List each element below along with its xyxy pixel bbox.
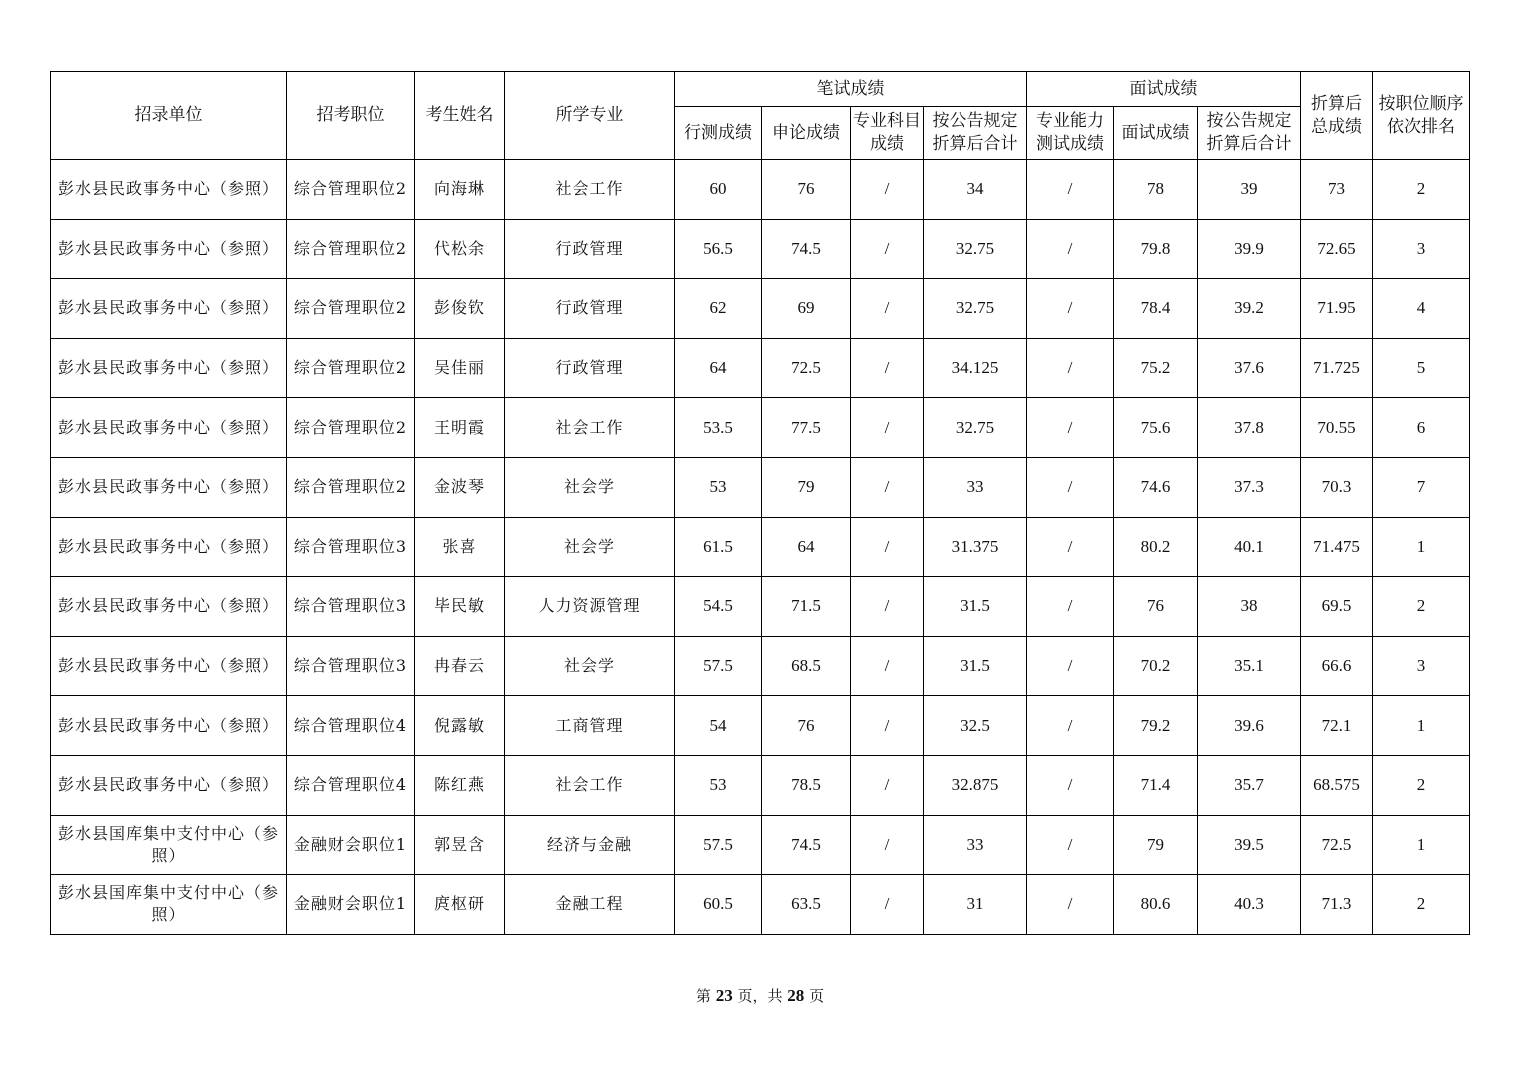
cell-total: 71.95 xyxy=(1301,279,1373,339)
cell-name: 金波琴 xyxy=(415,457,505,517)
group-header-interview: 面试成绩 xyxy=(1027,72,1301,107)
cell-total: 72.5 xyxy=(1301,815,1373,875)
cell-ability: / xyxy=(1027,755,1114,815)
cell-rank: 2 xyxy=(1373,160,1470,220)
cell-interview: 79 xyxy=(1114,815,1198,875)
cell-written-total: 34 xyxy=(924,160,1027,220)
cell-unit: 彭水县民政事务中心（参照） xyxy=(51,219,287,279)
current-page-number: 23 xyxy=(715,986,733,1005)
cell-position: 综合管理职位2 xyxy=(287,457,415,517)
cell-xingce: 53 xyxy=(675,457,762,517)
cell-name: 郭昱含 xyxy=(415,815,505,875)
col-header-total: 折算后总成绩 xyxy=(1301,72,1373,160)
table-row xyxy=(51,755,1470,815)
cell-ability: / xyxy=(1027,219,1114,279)
header-row-top xyxy=(51,72,1470,107)
col-header-written-total: 按公告规定折算后合计 xyxy=(924,107,1027,160)
cell-unit: 彭水县民政事务中心（参照） xyxy=(51,279,287,339)
cell-position: 综合管理职位3 xyxy=(287,517,415,577)
cell-zhuanye: / xyxy=(851,517,924,577)
cell-zhuanye: / xyxy=(851,755,924,815)
cell-position: 金融财会职位1 xyxy=(287,815,415,875)
cell-xingce: 54.5 xyxy=(675,577,762,637)
table-row xyxy=(51,577,1470,637)
cell-interview: 76 xyxy=(1114,577,1198,637)
cell-major: 经济与金融 xyxy=(505,815,675,875)
cell-total: 72.1 xyxy=(1301,696,1373,756)
cell-written-total: 32.75 xyxy=(924,398,1027,458)
cell-zhuanye: / xyxy=(851,457,924,517)
cell-name: 张喜 xyxy=(415,517,505,577)
cell-total: 73 xyxy=(1301,160,1373,220)
cell-xingce: 64 xyxy=(675,338,762,398)
cell-unit: 彭水县民政事务中心（参照） xyxy=(51,457,287,517)
cell-position: 综合管理职位2 xyxy=(287,219,415,279)
cell-xingce: 57.5 xyxy=(675,636,762,696)
cell-ability: / xyxy=(1027,815,1114,875)
cell-ability: / xyxy=(1027,636,1114,696)
cell-total: 71.475 xyxy=(1301,517,1373,577)
cell-written-total: 32.75 xyxy=(924,219,1027,279)
cell-zhuanye: / xyxy=(851,696,924,756)
cell-total: 71.725 xyxy=(1301,338,1373,398)
cell-position: 综合管理职位2 xyxy=(287,398,415,458)
cell-shenlun: 69 xyxy=(762,279,851,339)
cell-shenlun: 78.5 xyxy=(762,755,851,815)
cell-total: 68.575 xyxy=(1301,755,1373,815)
cell-shenlun: 77.5 xyxy=(762,398,851,458)
cell-shenlun: 63.5 xyxy=(762,875,851,935)
cell-position: 综合管理职位4 xyxy=(287,755,415,815)
cell-shenlun: 74.5 xyxy=(762,815,851,875)
cell-ability: / xyxy=(1027,577,1114,637)
cell-unit: 彭水县民政事务中心（参照） xyxy=(51,696,287,756)
cell-unit: 彭水县国库集中支付中心（参照） xyxy=(51,875,287,935)
cell-major: 社会学 xyxy=(505,517,675,577)
col-header-zhuanye: 专业科目成绩 xyxy=(851,107,924,160)
col-header-position: 招考职位 xyxy=(287,72,415,160)
cell-written-total: 33 xyxy=(924,815,1027,875)
cell-major: 社会学 xyxy=(505,636,675,696)
cell-zhuanye: / xyxy=(851,160,924,220)
col-header-xingce: 行测成绩 xyxy=(675,107,762,160)
cell-rank: 6 xyxy=(1373,398,1470,458)
cell-zhuanye: / xyxy=(851,636,924,696)
cell-interview-total: 38 xyxy=(1198,577,1301,637)
cell-shenlun: 76 xyxy=(762,160,851,220)
cell-interview-total: 39.9 xyxy=(1198,219,1301,279)
cell-xingce: 56.5 xyxy=(675,219,762,279)
cell-interview-total: 39.2 xyxy=(1198,279,1301,339)
cell-zhuanye: / xyxy=(851,815,924,875)
cell-ability: / xyxy=(1027,875,1114,935)
cell-written-total: 33 xyxy=(924,457,1027,517)
cell-unit: 彭水县民政事务中心（参照） xyxy=(51,636,287,696)
cell-rank: 2 xyxy=(1373,875,1470,935)
cell-major: 社会工作 xyxy=(505,755,675,815)
score-table xyxy=(50,71,1470,935)
total-page-number: 28 xyxy=(787,986,805,1005)
col-header-major: 所学专业 xyxy=(505,72,675,160)
cell-total: 70.3 xyxy=(1301,457,1373,517)
col-header-rank: 按职位顺序依次排名 xyxy=(1373,72,1470,160)
cell-interview-total: 37.6 xyxy=(1198,338,1301,398)
cell-zhuanye: / xyxy=(851,338,924,398)
cell-major: 社会工作 xyxy=(505,160,675,220)
cell-written-total: 31.5 xyxy=(924,577,1027,637)
cell-shenlun: 64 xyxy=(762,517,851,577)
cell-ability: / xyxy=(1027,160,1114,220)
cell-xingce: 53.5 xyxy=(675,398,762,458)
cell-total: 66.6 xyxy=(1301,636,1373,696)
cell-name: 彭俊钦 xyxy=(415,279,505,339)
cell-interview: 80.2 xyxy=(1114,517,1198,577)
cell-major: 人力资源管理 xyxy=(505,577,675,637)
cell-name: 毕民敏 xyxy=(415,577,505,637)
cell-major: 工商管理 xyxy=(505,696,675,756)
cell-written-total: 32.5 xyxy=(924,696,1027,756)
table-row xyxy=(51,338,1470,398)
cell-interview-total: 40.1 xyxy=(1198,517,1301,577)
cell-xingce: 61.5 xyxy=(675,517,762,577)
col-header-name: 考生姓名 xyxy=(415,72,505,160)
cell-interview-total: 35.7 xyxy=(1198,755,1301,815)
cell-rank: 1 xyxy=(1373,815,1470,875)
table-row xyxy=(51,636,1470,696)
cell-ability: / xyxy=(1027,457,1114,517)
cell-rank: 2 xyxy=(1373,577,1470,637)
cell-position: 综合管理职位2 xyxy=(287,279,415,339)
cell-zhuanye: / xyxy=(851,219,924,279)
cell-interview: 71.4 xyxy=(1114,755,1198,815)
cell-total: 72.65 xyxy=(1301,219,1373,279)
cell-unit: 彭水县民政事务中心（参照） xyxy=(51,755,287,815)
cell-name: 冉春云 xyxy=(415,636,505,696)
cell-position: 综合管理职位3 xyxy=(287,636,415,696)
cell-xingce: 54 xyxy=(675,696,762,756)
cell-position: 综合管理职位2 xyxy=(287,338,415,398)
cell-xingce: 60.5 xyxy=(675,875,762,935)
cell-shenlun: 79 xyxy=(762,457,851,517)
cell-name: 王明霞 xyxy=(415,398,505,458)
cell-total: 71.3 xyxy=(1301,875,1373,935)
cell-written-total: 32.75 xyxy=(924,279,1027,339)
cell-rank: 3 xyxy=(1373,219,1470,279)
cell-ability: / xyxy=(1027,338,1114,398)
cell-xingce: 60 xyxy=(675,160,762,220)
cell-interview-total: 35.1 xyxy=(1198,636,1301,696)
cell-shenlun: 72.5 xyxy=(762,338,851,398)
cell-position: 综合管理职位2 xyxy=(287,160,415,220)
cell-major: 金融工程 xyxy=(505,875,675,935)
cell-ability: / xyxy=(1027,279,1114,339)
cell-rank: 3 xyxy=(1373,636,1470,696)
table-row xyxy=(51,875,1470,935)
cell-shenlun: 68.5 xyxy=(762,636,851,696)
col-header-unit: 招录单位 xyxy=(51,72,287,160)
cell-written-total: 31 xyxy=(924,875,1027,935)
col-header-interview-total: 按公告规定折算后合计 xyxy=(1198,107,1301,160)
cell-shenlun: 76 xyxy=(762,696,851,756)
cell-name: 庹枢研 xyxy=(415,875,505,935)
cell-interview-total: 39.6 xyxy=(1198,696,1301,756)
cell-major: 行政管理 xyxy=(505,338,675,398)
cell-position: 综合管理职位4 xyxy=(287,696,415,756)
table-row xyxy=(51,517,1470,577)
page-footer xyxy=(0,985,1520,1006)
cell-interview: 75.6 xyxy=(1114,398,1198,458)
cell-xingce: 62 xyxy=(675,279,762,339)
table-row xyxy=(51,279,1470,339)
cell-written-total: 31.375 xyxy=(924,517,1027,577)
cell-interview: 79.8 xyxy=(1114,219,1198,279)
cell-ability: / xyxy=(1027,696,1114,756)
cell-rank: 1 xyxy=(1373,696,1470,756)
cell-zhuanye: / xyxy=(851,279,924,339)
cell-major: 行政管理 xyxy=(505,279,675,339)
col-header-ability: 专业能力测试成绩 xyxy=(1027,107,1114,160)
cell-interview-total: 40.3 xyxy=(1198,875,1301,935)
cell-interview-total: 39.5 xyxy=(1198,815,1301,875)
cell-zhuanye: / xyxy=(851,875,924,935)
cell-total: 69.5 xyxy=(1301,577,1373,637)
cell-unit: 彭水县民政事务中心（参照） xyxy=(51,577,287,637)
cell-rank: 7 xyxy=(1373,457,1470,517)
cell-rank: 1 xyxy=(1373,517,1470,577)
cell-xingce: 53 xyxy=(675,755,762,815)
cell-interview: 78.4 xyxy=(1114,279,1198,339)
cell-unit: 彭水县民政事务中心（参照） xyxy=(51,398,287,458)
cell-rank: 2 xyxy=(1373,755,1470,815)
cell-ability: / xyxy=(1027,517,1114,577)
table-row xyxy=(51,815,1470,875)
cell-shenlun: 71.5 xyxy=(762,577,851,637)
cell-name: 倪露敏 xyxy=(415,696,505,756)
cell-unit: 彭水县民政事务中心（参照） xyxy=(51,338,287,398)
cell-unit: 彭水县民政事务中心（参照） xyxy=(51,517,287,577)
cell-written-total: 31.5 xyxy=(924,636,1027,696)
cell-interview-total: 39 xyxy=(1198,160,1301,220)
cell-position: 综合管理职位3 xyxy=(287,577,415,637)
cell-rank: 4 xyxy=(1373,279,1470,339)
cell-major: 行政管理 xyxy=(505,219,675,279)
cell-interview: 80.6 xyxy=(1114,875,1198,935)
footer-suffix: 页 xyxy=(809,987,825,1005)
cell-rank: 5 xyxy=(1373,338,1470,398)
cell-interview: 70.2 xyxy=(1114,636,1198,696)
cell-interview-total: 37.3 xyxy=(1198,457,1301,517)
table-body xyxy=(51,160,1470,935)
group-header-written: 笔试成绩 xyxy=(675,72,1027,107)
cell-interview: 79.2 xyxy=(1114,696,1198,756)
cell-major: 社会学 xyxy=(505,457,675,517)
cell-name: 代松余 xyxy=(415,219,505,279)
col-header-interview: 面试成绩 xyxy=(1114,107,1198,160)
cell-zhuanye: / xyxy=(851,577,924,637)
table-row xyxy=(51,696,1470,756)
cell-shenlun: 74.5 xyxy=(762,219,851,279)
cell-name: 陈红燕 xyxy=(415,755,505,815)
cell-written-total: 34.125 xyxy=(924,338,1027,398)
cell-unit: 彭水县国库集中支付中心（参照） xyxy=(51,815,287,875)
table-row xyxy=(51,457,1470,517)
cell-total: 70.55 xyxy=(1301,398,1373,458)
cell-written-total: 32.875 xyxy=(924,755,1027,815)
footer-mid: 页，共 xyxy=(737,987,783,1005)
table-row xyxy=(51,219,1470,279)
cell-major: 社会工作 xyxy=(505,398,675,458)
cell-xingce: 57.5 xyxy=(675,815,762,875)
cell-name: 吴佳丽 xyxy=(415,338,505,398)
cell-position: 金融财会职位1 xyxy=(287,875,415,935)
cell-ability: / xyxy=(1027,398,1114,458)
table-row xyxy=(51,160,1470,220)
cell-interview: 78 xyxy=(1114,160,1198,220)
table-row xyxy=(51,398,1470,458)
cell-unit: 彭水县民政事务中心（参照） xyxy=(51,160,287,220)
cell-zhuanye: / xyxy=(851,398,924,458)
cell-interview: 74.6 xyxy=(1114,457,1198,517)
cell-interview: 75.2 xyxy=(1114,338,1198,398)
footer-prefix: 第 xyxy=(695,987,711,1005)
col-header-shenlun: 申论成绩 xyxy=(762,107,851,160)
cell-interview-total: 37.8 xyxy=(1198,398,1301,458)
cell-name: 向海琳 xyxy=(415,160,505,220)
